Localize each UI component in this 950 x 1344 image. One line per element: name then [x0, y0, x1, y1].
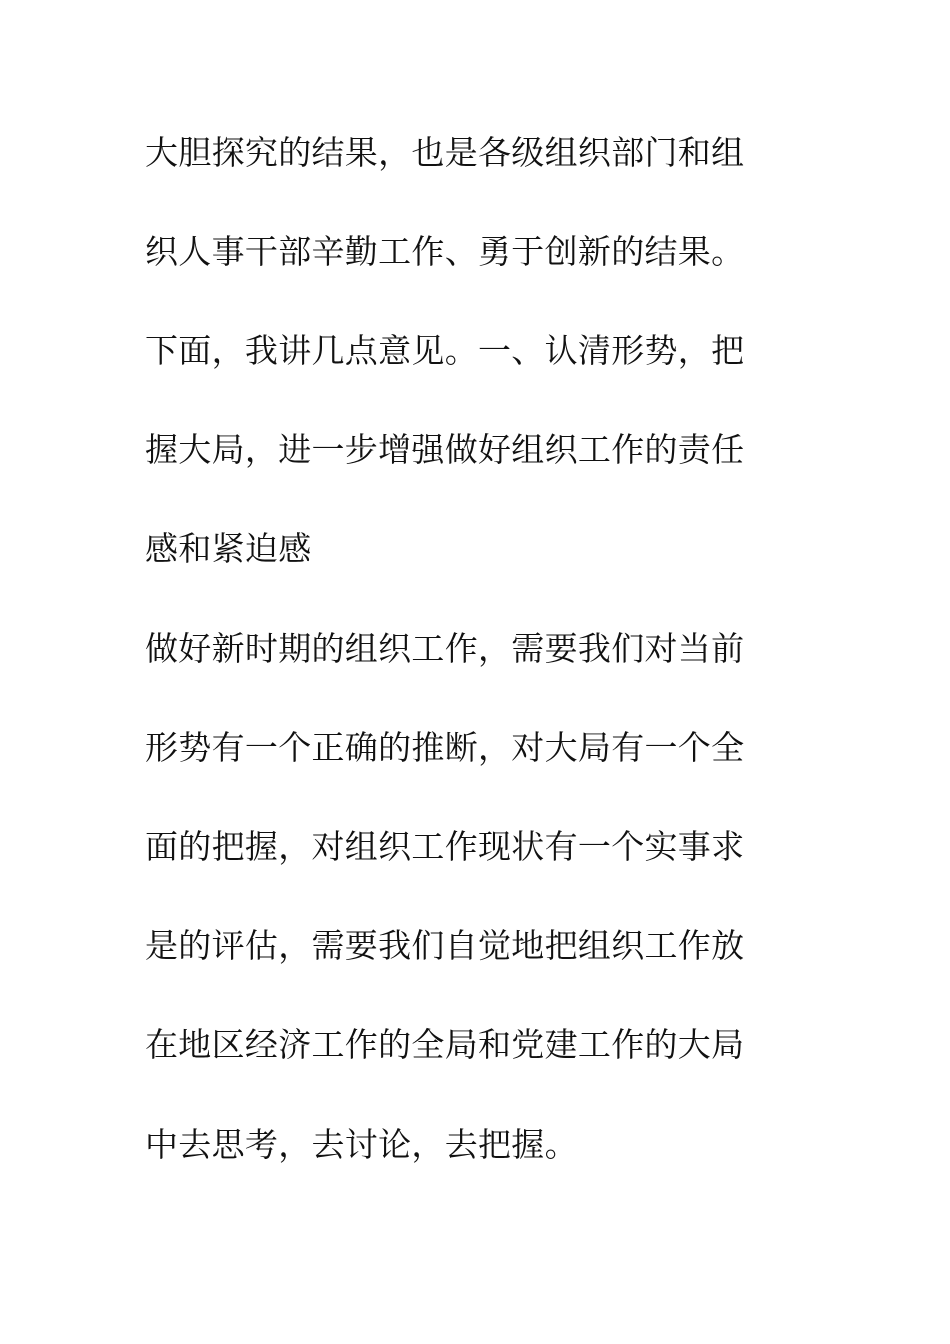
text-line: 形势有一个正确的推断，对大局有一个全	[145, 728, 745, 767]
text-line: 面的把握，对组织工作现状有一个实事求	[145, 827, 745, 866]
text-line: 中去思考，去讨论，去把握。	[145, 1125, 578, 1164]
text-line: 握大局，进一步增强做好组织工作的责任	[145, 430, 745, 469]
text-line: 织人事干部辛勤工作、勇于创新的结果。	[145, 232, 745, 271]
text-line: 大胆探究的结果，也是各级组织部门和组	[145, 133, 745, 172]
text-line: 是的评估，需要我们自觉地把组织工作放	[145, 926, 745, 965]
section-heading-end-line: 感和紧迫感	[145, 529, 312, 568]
text-line: 做好新时期的组织工作，需要我们对当前	[145, 629, 745, 668]
text-line: 在地区经济工作的全局和党建工作的大局	[145, 1025, 745, 1064]
text-line: 下面，我讲几点意见。一、认清形势，把	[145, 331, 745, 370]
